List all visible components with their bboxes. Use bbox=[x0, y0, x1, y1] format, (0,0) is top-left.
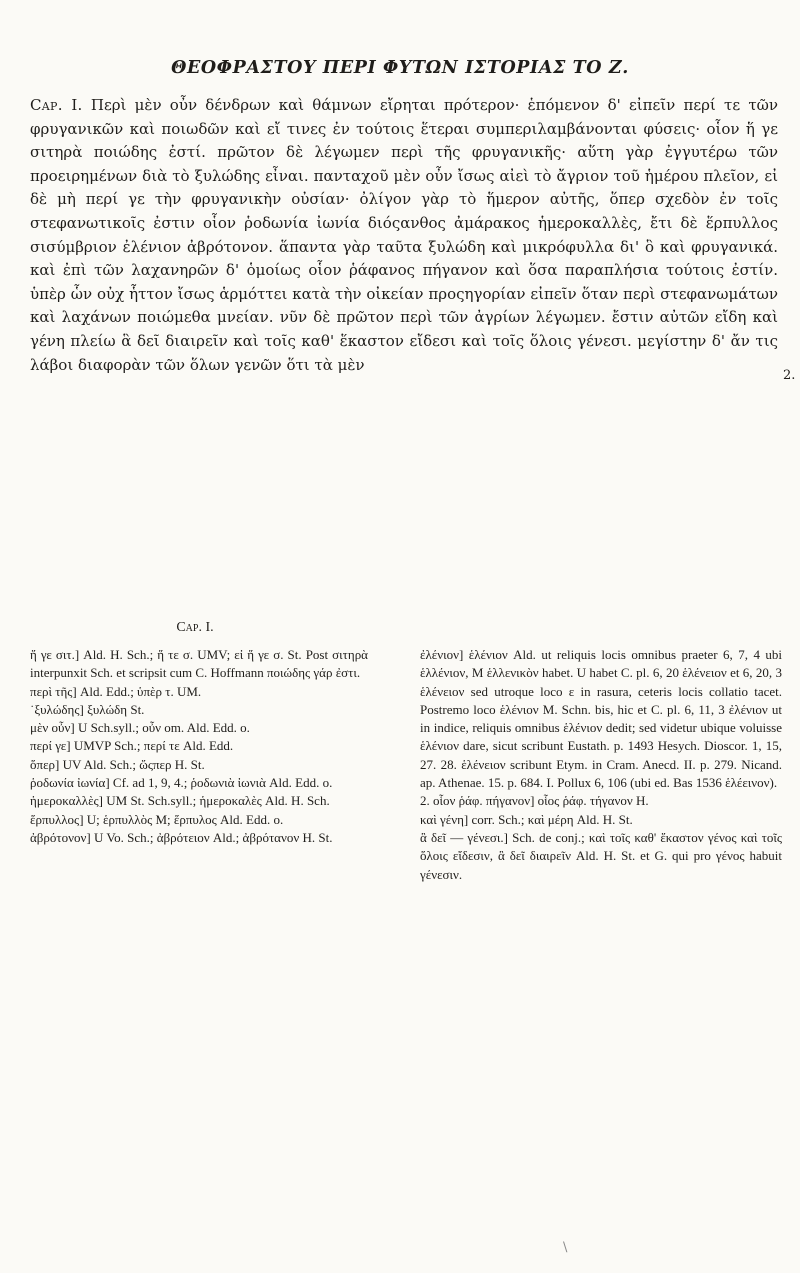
margin-section-number: 2. bbox=[783, 368, 796, 383]
main-text bbox=[30, 94, 778, 377]
note-left-6: ῥοδωνία ἰωνία] Cf. ad 1, 9, 4.; ῥοδωνιὰ ἰωνιὰ Ald. Edd. o. bbox=[30, 775, 333, 791]
note-right-1: 2. οἷον ῥάφ. πήγανον] οἷος ῥάφ. τήγανον H. bbox=[420, 793, 649, 809]
note-left-4: περί γε] UMVP Sch.; περί τε Ald. Edd. bbox=[30, 738, 234, 754]
note-left-5: ὅπερ] UV Ald. Sch.; ὥςπερ H. St. bbox=[30, 756, 205, 772]
notes-right-column bbox=[420, 646, 782, 884]
note-left-9: ἀβρότονον] U Vo. Sch.; ἀβρότειον Ald.; ἀβρότανον H. St. bbox=[30, 829, 333, 845]
note-left-2: ˙ξυλώδης] ξυλώδη St. bbox=[30, 701, 145, 717]
page-title: ΘΕΟΦΡΑΣΤΟΥ ΠΕΡΙ ΦΥΤΩΝ ΙΣΤΟΡΙΑΣ ΤΟ Ζ. bbox=[171, 58, 629, 78]
note-left-7: ἡμεροκαλλὲς] UM St. Sch.syll.; ἡμεροκαλὲς Ald. H. Sch. bbox=[30, 793, 330, 809]
note-left-1: περὶ τῆς] Ald. Edd.; ὑπὲρ τ. UM. bbox=[30, 683, 202, 699]
note-left-3: μὲν οὖν] U Sch.syll.; οὖν om. Ald. Edd. o. bbox=[30, 720, 250, 736]
notes-heading: Cap. I. bbox=[176, 620, 214, 635]
main-paragraph bbox=[30, 94, 778, 377]
notes-left-column bbox=[30, 646, 368, 847]
note-right-0: ἐλένιον] ἑλένιον Ald. ut reliquis locis omnibus praeter 6, 7, 4 ubi ἑλλένιον, M ἑλλενικὸν habet. U habet C. pl. 6, 20 ἑλένειον et 6, 20, 3 ἑλένειον sed utroque loco ε in rasura, ceteris locis collatio tacet. Postremo loco ἑλένιον M. Schn. bis, hic et C. pl. 6, 11, 3 ἐλένιον ut in indice, reliquis omnibus ἑλένιον dedit; sed videtur ubique voluisse ἑλένιον dare, sicut scribunt Eustath. p. 1493 Hesych. Dioscor. 1, 15, 27. 28. ἑλένειον scribunt Etym. in Cram. Anecd. II. p. 279. Nicand. ap. Athenae. 15. p. 684. I. Pollux 6, 106 (ubi ed. Bas 1536 ἑλέεινον). bbox=[420, 647, 782, 791]
page-mark: \ bbox=[563, 1240, 568, 1255]
note-left-0: ἥ γε σιτ.] Ald. H. Sch.; ἥ τε σ. UMV; εἰ ἥ γε σ. St. Post σιτηρὰ interpunxit Sch. et scripsit cum C. Hoffmann ποιώδης γάρ ἐστι. bbox=[30, 647, 368, 681]
note-right-3: ἃ δεῖ — γένεσι.] Sch. de conj.; καὶ τοῖς καθ' ἕκαστον γένος καὶ τοῖς ὅλοις εἴδεσιν, ἃ δεῖ διαιρεῖν Ald. H. St. et G. qui pro γένος habuit γένεσιν. bbox=[420, 829, 782, 882]
note-left-8: ἕρπυλλος] U; ἑρπυλλὸς M; ἕρπυλος Ald. Edd. o. bbox=[30, 811, 284, 827]
note-right-2: καὶ γένη] corr. Sch.; καὶ μέρη Ald. H. St. bbox=[420, 811, 633, 827]
main-paragraph-text: Περὶ μὲν οὖν δένδρων καὶ θάμνων εἴρηται πρότερον· ἑπόμενον δ' εἰπεῖν περί τε τῶν φρυγανικῶν καὶ ποιωδῶν καὶ εἴ τινες ἐν τούτοις ἕτεραι συμπεριλαμβάνονται φύσεις· οἷον ἥ γε σιτηρὰ ποιώδης ἐστί. πρῶτον δὲ λέγωμεν περὶ τῆς φρυγανικῆς· αὕτη γὰρ ἐγγυτέρω τῶν προειρημένων διὰ τὸ ξυλώδης εἶναι. πανταχοῦ μὲν οὖν ἴσως αἰεὶ τὸ ἄγριον τοῦ ἡμέρου πλεῖον, εἰ δὲ μὴ περί γε τὴν φρυγανικὴν οὐσίαν· ὀλίγον γὰρ τὸ ἥμερον αὐτῆς, ὅπερ σχεδὸν ἐν τοῖς στεφανωτικοῖς ἐστιν οἷον ῥοδωνία ἰωνία διόςανθος ἀμάρακος ἡμεροκαλλὲς, ἔτι δὲ ἕρπυλλος σισύμβριον ἐλένιον ἀβρότονον. ἅπαντα γὰρ ταῦτα ξυλώδη καὶ μικρόφυλλα δι' ὃ καὶ φρυγανικά. καὶ ἐπὶ τῶν λαχανηρῶν δ' ὁμοίως οἷον ῥάφανος πήγανον καὶ ὅσα παραπλήσια τούτοις ἐστίν. ὑπὲρ ὧν οὐχ ἧττον ἴσως ἁρμόττει κατὰ τὴν οἰκείαν προςηγορίαν εἰπεῖν ὅταν περὶ στεφανωμάτων καὶ λαχάνων ποιώμεθα μνείαν. νῦν δὲ πρῶτον περὶ τῶν ἀγρίων λέγωμεν. ἔστιν αὐτῶν εἴδη καὶ γένη πλείω ἃ δεῖ διαιρεῖν καὶ τοῖς καθ' ἕκαστον εἴδεσι καὶ τοῖς ὅλοις γένεσι. μεγίστην δ' ἄν τις λάβοι διαφορὰν τῶν ὅλων γενῶν ὅτι τὰ μὲν bbox=[30, 96, 778, 374]
chapter-label: Cap. I. bbox=[30, 96, 83, 114]
